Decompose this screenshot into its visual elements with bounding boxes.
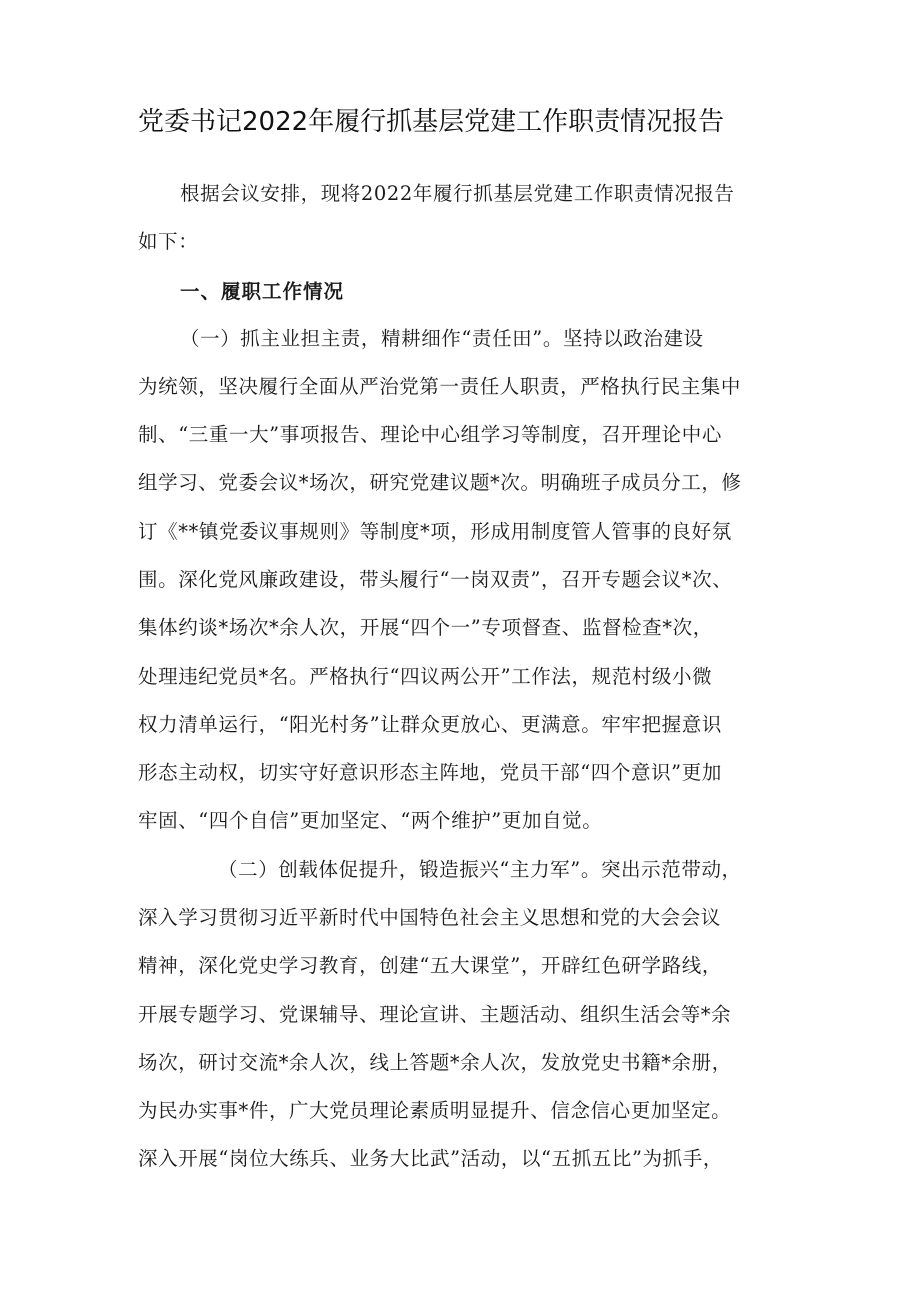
paragraph-line: （一）抓主业担主责，精耕细作“责任田”。坚持以政治建设 bbox=[180, 327, 704, 350]
paragraph-line: 深入开展“岗位大练兵、业务大比武”活动，以“五抓五比”为抓手， bbox=[138, 1147, 723, 1170]
paragraph-line: 精神，深化党史学习教育，创建“五大课堂”，开辟红色研学路线， bbox=[138, 954, 722, 977]
paragraph-line: 订《**镇党委议事规则》等制度*项，形成用制度管人管事的良好氛 bbox=[138, 520, 732, 543]
paragraph-line: 牢固、“四个自信”更加坚定、“两个维护”更加自觉。 bbox=[138, 809, 603, 832]
paragraph-line: 为民办实事*件，广大党员理论素质明显提升、信念信心更加坚定。 bbox=[138, 1099, 732, 1122]
paragraph-line: 深入学习贯彻习近平新时代中国特色社会主义思想和党的大会会议 bbox=[138, 906, 721, 929]
paragraph-line: 围。深化党风廉政建设，带头履行“一岗双责”，召开专题会议*次、 bbox=[138, 568, 733, 591]
paragraph-line: 组学习、党委会议*场次，研究党建议题*次。明确班子成员分工，修 bbox=[138, 471, 742, 494]
paragraph-line: 处理违纪党员*名。严格执行“四议两公开”工作法，规范村级小微 bbox=[138, 665, 713, 688]
paragraph-line: 集体约谈*场次*余人次，开展“四个一”专项督查、监督检查*次， bbox=[138, 616, 713, 639]
document-title: 党委书记2022年履行抓基层党建工作职责情况报告 bbox=[138, 107, 725, 137]
intro-line: 根据会议安排，现将2022年履行抓基层党建工作职责情况报告 bbox=[180, 182, 735, 205]
intro-line: 如下： bbox=[138, 230, 199, 253]
section-heading: 一、履职工作情况 bbox=[180, 280, 345, 303]
paragraph-line: 场次，研讨交流*余人次，线上答题*余人次，发放党史书籍*余册， bbox=[138, 1051, 732, 1074]
paragraph-line: 为统领，坚决履行全面从严治党第一责任人职责，严格执行民主集中 bbox=[138, 375, 742, 398]
paragraph-line: （二）创载体促提升，锻造振兴“主力军”。突出示范带动， bbox=[218, 858, 742, 881]
paragraph-line: 形态主动权，切实守好意识形态主阵地，党员干部“四个意识”更加 bbox=[138, 761, 722, 784]
paragraph-line: 开展专题学习、党课辅导、理论宣讲、主题活动、组织生活会等*余 bbox=[138, 1003, 732, 1026]
paragraph-line: 权力清单运行，“阳光村务”让群众更放心、更满意。牢牢把握意识 bbox=[138, 713, 722, 736]
paragraph-line: 制、“三重一大”事项报告、理论中心组学习等制度，召开理论中心 bbox=[138, 423, 722, 446]
